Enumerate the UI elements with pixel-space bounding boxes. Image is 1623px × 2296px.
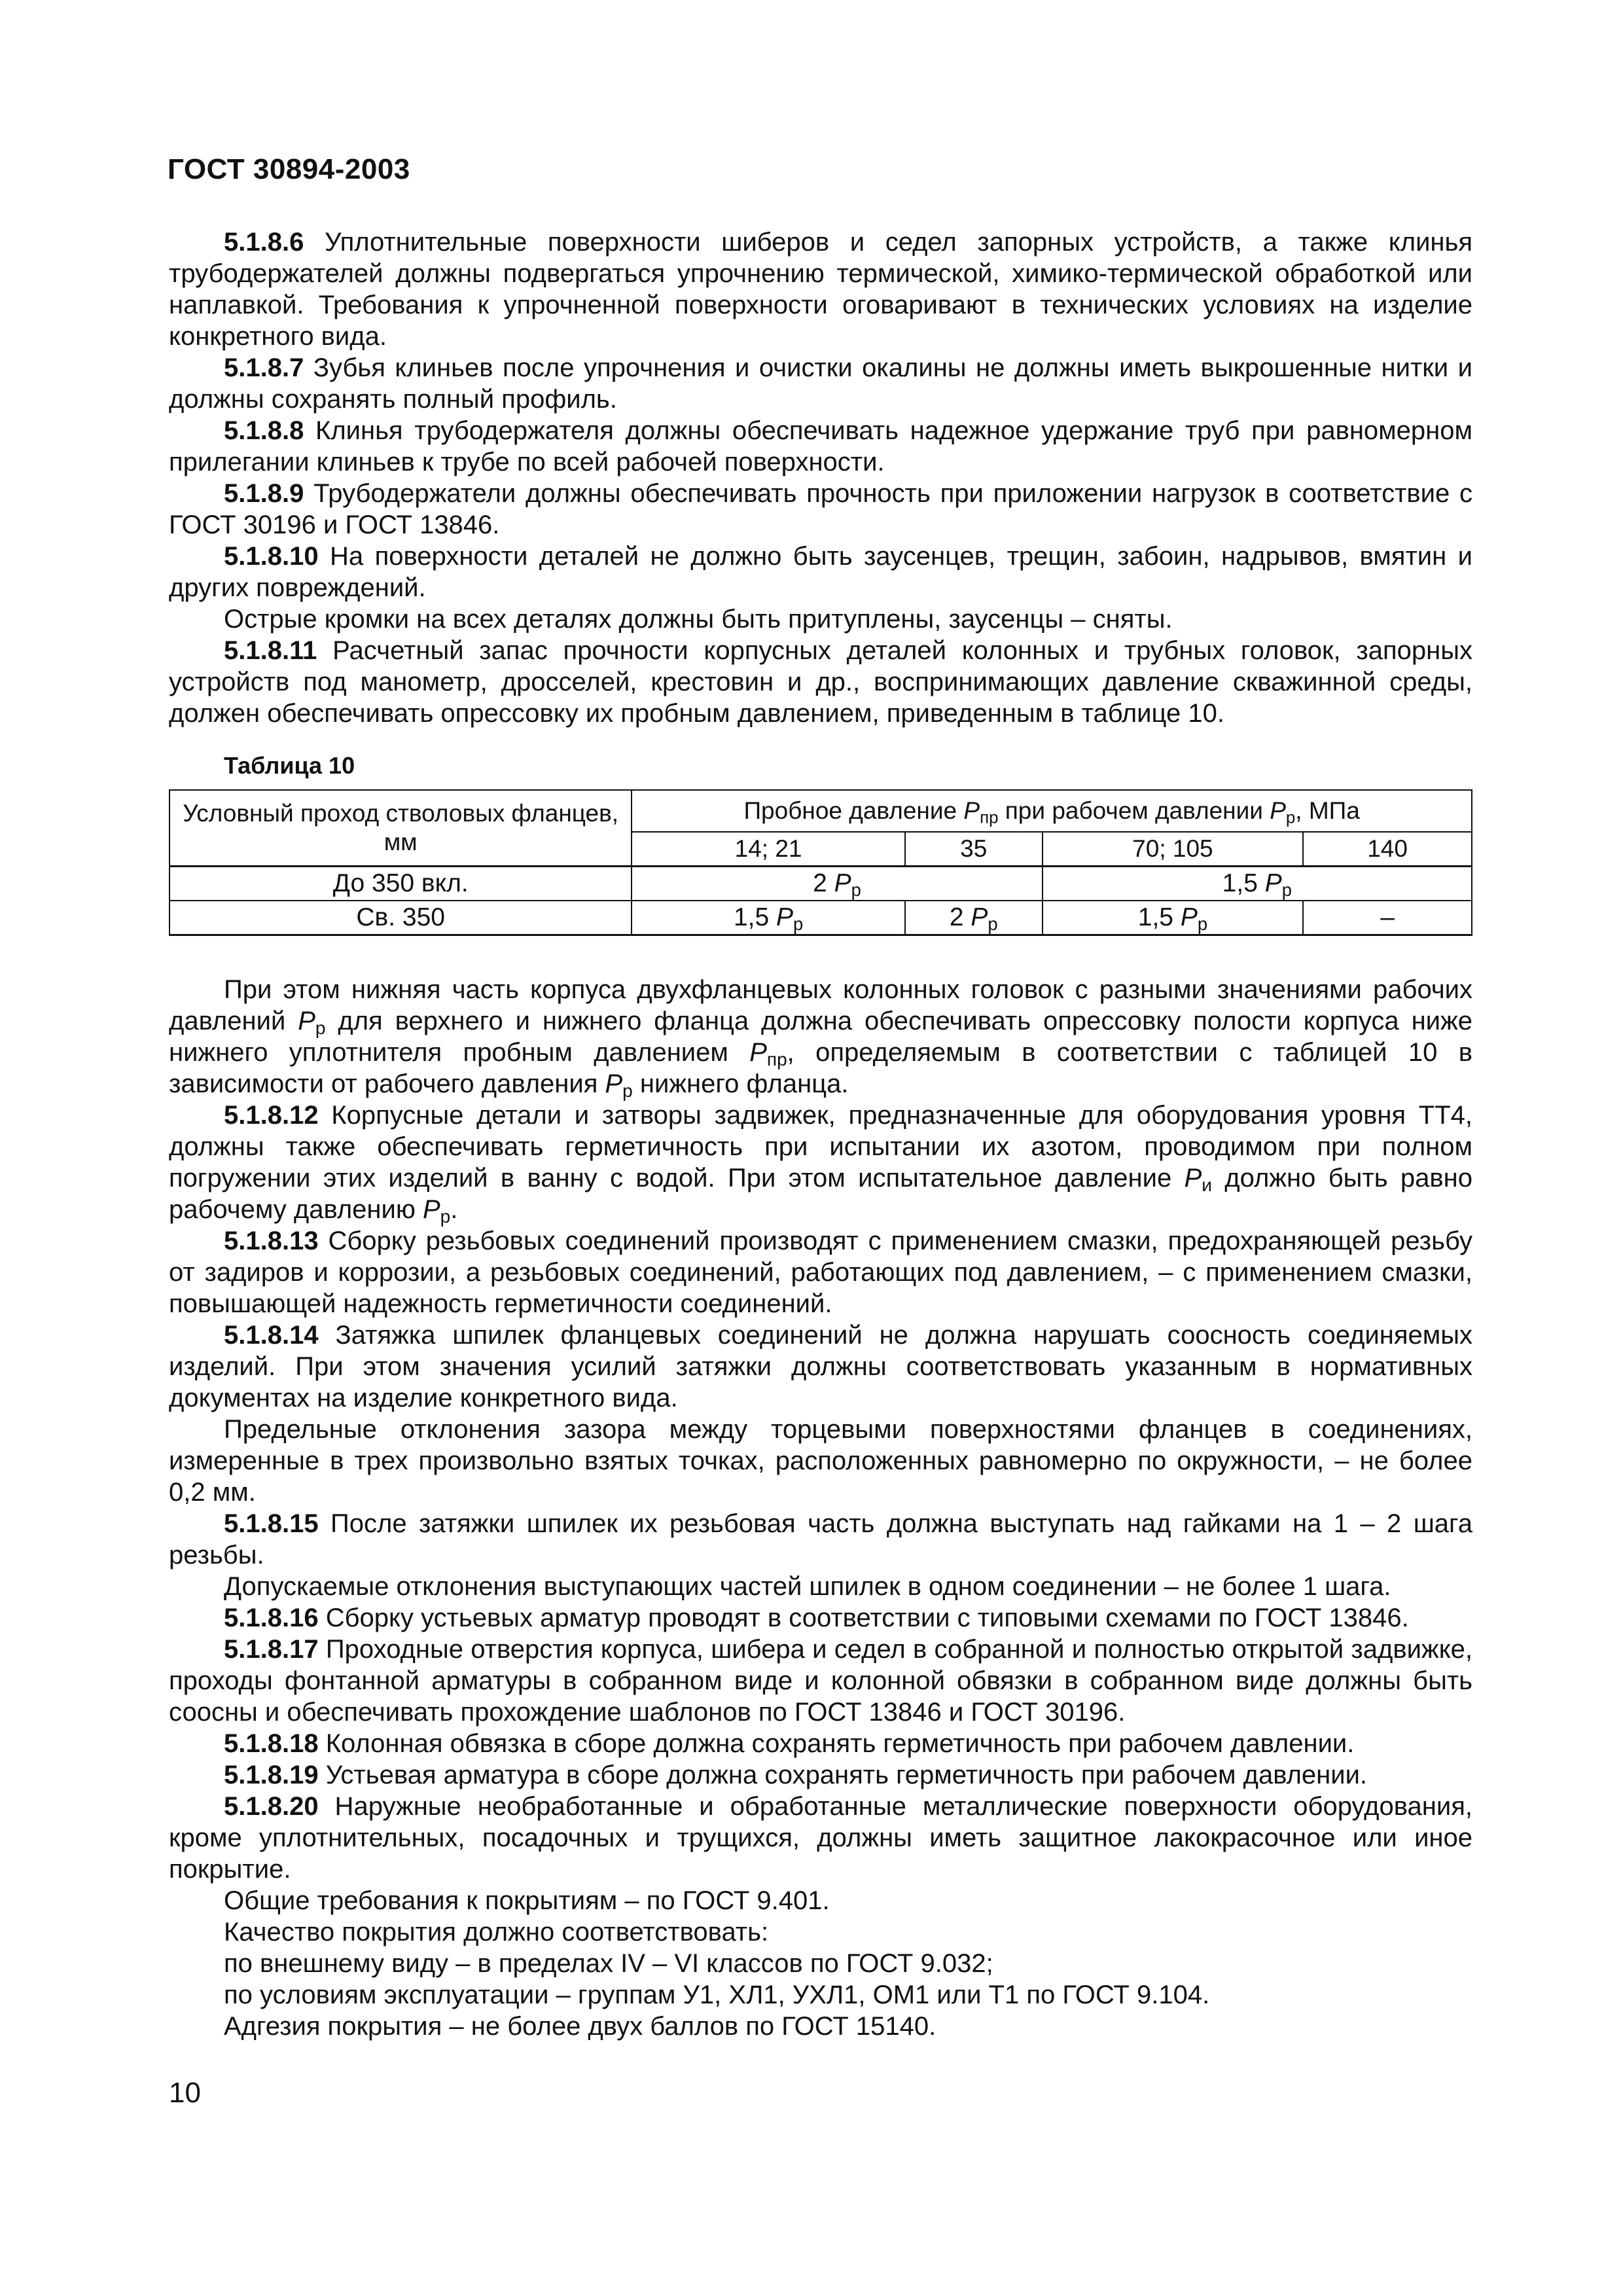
pressure-table — [169, 789, 1472, 936]
table-row — [169, 867, 1472, 901]
subscript: р — [1281, 879, 1292, 900]
clause-number: 5.1.8.13 — [224, 1227, 319, 1255]
col-header-pressure — [632, 790, 1472, 832]
clause-number: 5.1.8.20 — [224, 1792, 319, 1821]
symbol-p: P — [776, 903, 794, 931]
col-header-working-pressure: 35 — [905, 832, 1043, 867]
clauses-block-2 — [169, 974, 1472, 2042]
clause-text: Устьевая арматура в сборе должна сохранять герметичность при рабочем давлении. — [318, 1761, 1368, 1789]
clause-paragraph — [169, 1885, 1472, 1916]
symbol-p: P — [1264, 869, 1282, 897]
clause-number: 5.1.8.18 — [224, 1729, 319, 1758]
clause-paragraph — [169, 1916, 1472, 1948]
clause-text: должно быть равно рабочему давлению — [169, 1164, 1472, 1224]
clause-paragraph — [169, 1225, 1472, 1319]
col-header-flange — [169, 790, 632, 867]
clause-paragraph — [169, 1759, 1472, 1791]
clause-paragraph — [169, 1791, 1472, 1885]
coef: 2 — [949, 903, 971, 931]
clause-number: 5.1.8.14 — [224, 1321, 319, 1350]
clauses-block-1 — [169, 226, 1472, 729]
clause-text: по внешнему виду – в пределах IV – VI классов по ГОСТ 9.032; — [224, 1949, 993, 1978]
clause-number: 5.1.8.9 — [224, 479, 304, 508]
clause-text: Затяжка шпилек фланцевых соединений не должна нарушать соосность соединяемых изделий. При этом значения усилий затяжки должны соответствовать указанным в нормативных документах на изделие конкретного вида. — [169, 1321, 1472, 1412]
clause-text: , определяемым в соответствии с таблицей 10 в зависимости от рабочего давления — [169, 1038, 1472, 1098]
clause-text: для верхнего и нижнего фланца должна обеспечивать опрессовку полости корпуса ниже нижнего уплотнителя пробным давлением — [169, 1007, 1472, 1067]
clause-text: Наружные необработанные и обработанные металлические поверхности оборудования, кроме уплотнительных, посадочных и трущихся, должны иметь защитное лакокрасочное или иное покрытие. — [169, 1792, 1472, 1884]
clause-text: Острые кромки на всех деталях должны быть притуплены, заусенцы – сняты. — [224, 605, 1173, 634]
clause-text: Зубья клиньев после упрочнения и очистки окалины не должны иметь выкрошенные нитки и должны сохранять полный профиль. — [169, 353, 1472, 414]
subscript: р — [440, 1206, 451, 1227]
document-header: ГОСТ 30894-2003 — [168, 153, 410, 185]
clause-paragraph — [169, 415, 1472, 478]
subscript: р — [1197, 913, 1208, 934]
clause-text: Колонная обвязка в сборе должна сохранять герметичность при рабочем давлении. — [318, 1729, 1355, 1758]
subscript: р — [851, 879, 861, 900]
table-cell — [632, 867, 1042, 901]
table-row — [169, 901, 1472, 935]
page-number: 10 — [169, 2077, 201, 2109]
coef: 1,5 — [1137, 903, 1181, 931]
symbol-p: P — [422, 1195, 440, 1224]
clause-text: При этом нижняя часть корпуса двухфланцевых колонных головок с разными значениями рабочих давлений — [169, 975, 1472, 1035]
clause-paragraph — [169, 1319, 1472, 1414]
table-header-row — [169, 790, 1472, 832]
subscript: р — [988, 913, 998, 934]
clause-number: 5.1.8.19 — [224, 1761, 319, 1789]
subscript: р — [1285, 808, 1296, 827]
clause-number: 5.1.8.7 — [224, 353, 304, 382]
symbol-p: P — [1270, 797, 1286, 824]
header-text: Пробное давление — [743, 797, 964, 824]
clause-paragraph — [169, 1602, 1472, 1634]
clause-paragraph — [169, 1571, 1472, 1602]
clause-paragraph — [169, 2011, 1472, 2042]
clause-text: Адгезия покрытия – не более двух баллов по ГОСТ 15140. — [224, 2012, 936, 2041]
subscript: пр — [766, 1049, 787, 1069]
clause-text: . — [450, 1195, 458, 1224]
table-cell: – — [1303, 901, 1472, 935]
coef: 2 — [813, 869, 834, 897]
clause-text: Качество покрытия должно соответствовать: — [224, 1918, 769, 1946]
clause-paragraph — [169, 226, 1472, 352]
clause-paragraph — [169, 603, 1472, 635]
clause-paragraph — [169, 1979, 1472, 2011]
subscript: р — [315, 1018, 326, 1038]
symbol-p: P — [605, 1069, 623, 1098]
clause-paragraph — [169, 478, 1472, 541]
table-cell — [1043, 901, 1304, 935]
clause-paragraph — [169, 1634, 1472, 1728]
clause-text: по условиям эксплуатации – группам У1, ХЛ1, УХЛ1, ОМ1 или Т1 по ГОСТ 9.104. — [224, 1981, 1210, 2009]
symbol-p: P — [963, 797, 980, 824]
clause-text: Клинья трубодержателя должны обеспечивать надежное удержание труб при равномерном прилегании клиньев к трубе по всей рабочей поверхности. — [169, 416, 1472, 476]
clause-number: 5.1.8.6 — [224, 228, 304, 257]
clause-number: 5.1.8.10 — [224, 542, 319, 571]
clause-number: 5.1.8.12 — [224, 1101, 319, 1130]
clause-text: После затяжки шпилек их резьбовая часть должна выступать над гайками на 1 – 2 шага резьбы. — [169, 1509, 1472, 1570]
clause-paragraph — [169, 1948, 1472, 1979]
clause-paragraph — [169, 1508, 1472, 1571]
table-cell — [905, 901, 1043, 935]
clause-paragraph — [169, 541, 1472, 603]
table-cell — [1043, 867, 1472, 901]
clause-text: Корпусные детали и затворы задвижек, предназначенные для оборудования уровня ТТ4, должны также обеспечивать герметичность при испытании их азотом, проводимом при полном погружении этих изделий в ванну с водой. При этом испытательное давление — [169, 1101, 1472, 1193]
clause-text: Расчетный запас прочности корпусных деталей колонных и трубных головок, запорных устройств под манометр, дросселей, крестовин и др., воспринимающих давление скважинной среды, должен обеспечивать опрессовку их пробным давлением, приведенным в таблице 10. — [169, 636, 1472, 728]
subscript: и — [1202, 1175, 1212, 1195]
clause-paragraph — [169, 635, 1472, 729]
clause-number: 5.1.8.8 — [224, 416, 304, 445]
symbol-p: P — [971, 903, 988, 931]
clause-paragraph — [169, 1728, 1472, 1759]
subscript: р — [622, 1081, 633, 1101]
col-header-working-pressure: 140 — [1303, 832, 1472, 867]
clause-number: 5.1.8.17 — [224, 1635, 319, 1664]
col-header-flange-text: Условный проход стволовых фланцев, мм — [183, 800, 619, 855]
clause-text: Общие требования к покрытиям – по ГОСТ 9.401. — [224, 1886, 830, 1915]
clause-paragraph — [169, 1100, 1472, 1225]
clause-text: Допускаемые отклонения выступающих частей шпилек в одном соединении – не более 1 шага. — [224, 1572, 1391, 1601]
clause-paragraph — [169, 1414, 1472, 1508]
symbol-p: P — [749, 1038, 767, 1067]
symbol-p: P — [834, 869, 851, 897]
row-label: Св. 350 — [169, 901, 632, 935]
clause-number: 5.1.8.16 — [224, 1604, 319, 1632]
clause-text: Предельные отклонения зазора между торцевыми поверхностями фланцев в соединениях, измеренные в трех произвольно взятых точках, расположенных равномерно по окружности, – не более 0,2 мм. — [169, 1415, 1472, 1507]
clause-text: Сборку устьевых арматур проводят в соответствии с типовыми схемами по ГОСТ 13846. — [318, 1604, 1409, 1632]
clause-text: Проходные отверстия корпуса, шибера и седел в собранной и полностью открытой задвижке, проходы фонтанной арматуры в собранном виде и колонной обвязки в собранном виде должны быть соосны и обеспечивать прохождение шаблонов по ГОСТ 13846 и ГОСТ 30196. — [169, 1635, 1472, 1727]
clause-text: Трубодержатели должны обеспечивать прочность при приложении нагрузок в соответствие с ГОСТ 30196 и ГОСТ 13846. — [169, 479, 1472, 539]
clause-text: Уплотнительные поверхности шиберов и седел запорных устройств, а также клинья трубодержателей должны подвергаться упрочнению термической, химико-термической обработкой или наплавкой. Требования к упрочненной поверхности оговаривают в технических условиях на изделие конкретного вида. — [169, 228, 1472, 351]
table-cell — [632, 901, 905, 935]
table-title: Таблица 10 — [224, 752, 355, 779]
clause-paragraph — [169, 352, 1472, 415]
symbol-p: P — [1180, 903, 1198, 931]
header-text: , МПа — [1295, 797, 1360, 824]
clause-number: 5.1.8.11 — [224, 636, 317, 665]
subscript: р — [793, 913, 804, 934]
clause-paragraph — [169, 974, 1472, 1100]
symbol-p: P — [1184, 1164, 1202, 1193]
col-header-working-pressure: 70; 105 — [1043, 832, 1304, 867]
col-header-working-pressure: 14; 21 — [632, 832, 905, 867]
clause-number: 5.1.8.15 — [224, 1509, 319, 1538]
row-label: До 350 вкл. — [169, 867, 632, 901]
coef: 1,5 — [1222, 869, 1265, 897]
clause-text: На поверхности деталей не должно быть заусенцев, трещин, забоин, надрывов, вмятин и других повреждений. — [169, 542, 1472, 602]
symbol-p: P — [298, 1007, 315, 1035]
clause-text: нижнего фланца. — [632, 1069, 849, 1098]
coef: 1,5 — [733, 903, 776, 931]
subscript: пр — [980, 808, 999, 827]
header-text: при рабочем давлении — [998, 797, 1270, 824]
clause-text: Сборку резьбовых соединений производят с применением смазки, предохраняющей резьбу от задиров и коррозии, а резьбовых соединений, работающих под давлением, – с применением смазки, повышающей надежность герметичности соединений. — [169, 1227, 1472, 1318]
